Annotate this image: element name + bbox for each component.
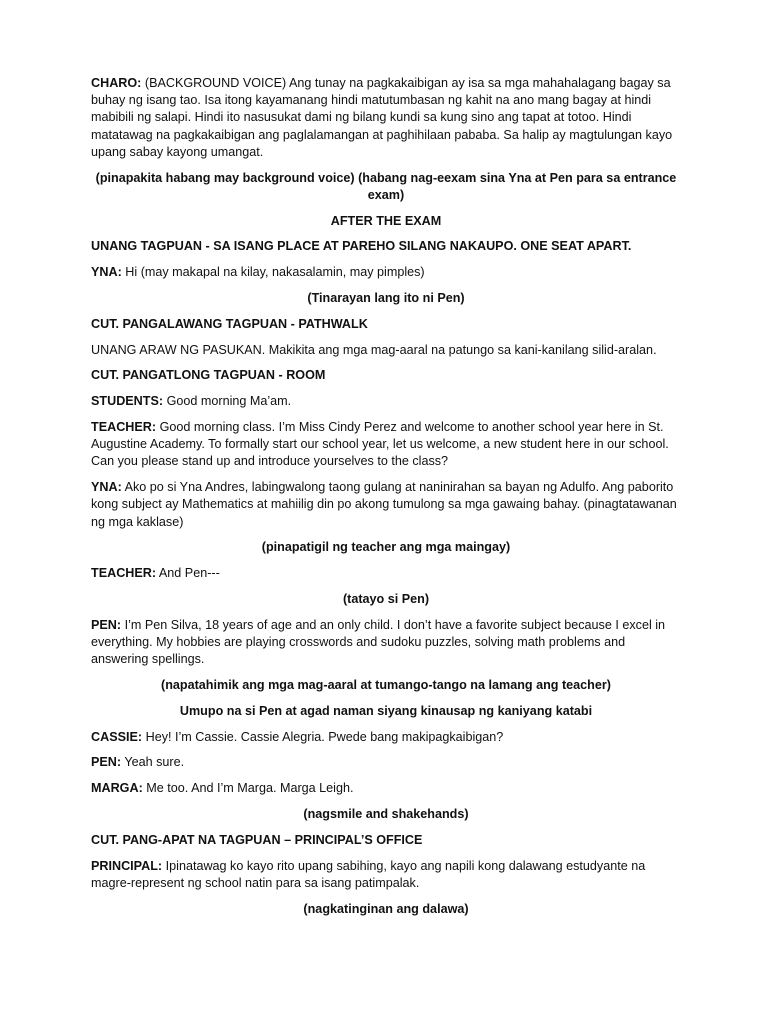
stage-direction: (nagkatinginan ang dalawa) xyxy=(303,901,469,916)
dialogue-text: Yeah sure. xyxy=(121,755,185,770)
dialogue-principal xyxy=(91,858,681,892)
dialogue-text: Good morning Ma’am. xyxy=(163,394,292,409)
dialogue-cassie xyxy=(91,729,681,746)
scene-heading: CUT. PANGATLONG TAGPUAN - ROOM xyxy=(91,368,326,383)
dialogue-yna xyxy=(91,479,681,531)
dialogue-text: Good morning class. I’m Miss Cindy Perez and welcome to another school year here in St. Augustine Academy. To formally start our school year, let us welcome, a new student here in our school. Can you please stand up and introduce yourselves to the class? xyxy=(91,419,669,469)
dialogue-text: I’m Pen Silva, 18 years of age and an only child. I don’t have a favorite subject because I excel in everything. My hobbies are playing crosswords and sudoku puzzles, solving math problems and answering spellings. xyxy=(91,617,666,667)
dialogue-students xyxy=(91,393,681,410)
dialogue-yna xyxy=(91,264,681,281)
dialogue-teacher xyxy=(91,565,681,582)
stage-direction: (pinapatigil ng teacher ang mga maingay) xyxy=(261,540,511,555)
dialogue-text: Me too. And I’m Marga. Marga Leigh. xyxy=(142,781,354,796)
dialogue-teacher xyxy=(91,419,681,471)
dialogue-text: Ipinatawag ko kayo rito upang sabihing, kayo ang napili kong dalawang estudyante na magre-represent ng school natin para sa isang patimpalak. xyxy=(91,858,646,890)
dialogue-text: Hi (may makapal na kilay, nakasalamin, may pimples) xyxy=(121,265,425,280)
stage-direction: (pinapakita habang may background voice) (habang nag-eexam sina Yna at Pen para sa entrance exam) xyxy=(95,170,677,202)
speaker-label: CASSIE: xyxy=(91,729,143,744)
scene-heading: UNANG TAGPUAN - SA ISANG PLACE AT PAREHO SILANG NAKAUPO. ONE SEAT APART. xyxy=(91,239,632,254)
speaker-label: TEACHER: xyxy=(91,566,157,581)
stage-direction: (Tinarayan lang ito ni Pen) xyxy=(307,291,465,305)
dialogue-marga xyxy=(91,780,681,797)
dialogue-pen xyxy=(91,754,681,771)
dialogue-text: Hey! I’m Cassie. Cassie Alegria. Pwede bang makipagkaibigan? xyxy=(142,729,504,744)
stage-direction: (tatayo si Pen) xyxy=(342,591,430,606)
speaker-label: CHARO: xyxy=(91,76,142,90)
dialogue-text: And Pen--- xyxy=(156,566,220,581)
scene-heading: CUT. PANG-APAT NA TAGPUAN – PRINCIPAL’S OFFICE xyxy=(91,832,423,847)
stage-direction: (nagsmile and shakehands) xyxy=(303,806,469,821)
dialogue-text: Ako po si Yna Andres, labingwalong taong gulang at naninirahan sa bayan ng Adulfo. Ang paborito kong subject ay Mathematics at mahiilig din po akong tumulong sa mga gawaing bahay. (pinagtatawanan ng mga kaklase) xyxy=(91,480,677,529)
stage-direction: AFTER THE EXAM xyxy=(330,213,442,228)
dialogue-charo xyxy=(91,75,681,161)
speaker-label: PEN: xyxy=(91,755,122,770)
dialogue-pen xyxy=(91,617,681,669)
script-page xyxy=(91,75,681,926)
speaker-label: MARGA: xyxy=(91,781,143,796)
scene-heading: CUT. PANGALAWANG TAGPUAN - PATHWALK xyxy=(91,316,368,331)
speaker-label: YNA: xyxy=(91,480,122,495)
speaker-label: PRINCIPAL: xyxy=(91,858,163,873)
stage-direction: (napatahimik ang mga mag-aaral at tumango-tango na lamang ang teacher) xyxy=(161,677,611,692)
speaker-label: YNA: xyxy=(91,265,122,280)
stage-direction: Umupo na si Pen at agad naman siyang kinausap ng kaniyang katabi xyxy=(179,703,593,718)
dialogue-text: (BACKGROUND VOICE) Ang tunay na pagkakaibigan ay isa sa mga mahahalagang bagay sa buhay ng isang tao. Isa itong kayamanang hindi matutumbasan ng kahit na ano mang bagay at hindi mabibili ng salapi. Hindi ito nasusukat dami ng bilang kundi sa kung sino ang tapat at totoo. Hindi matatawag na pagkakaibigan ang paglalamangan at paghihilaan pababa. Sa halip ay magtulungan kayo upang sabay kayong umangat. xyxy=(91,76,673,159)
speaker-label: STUDENTS: xyxy=(91,394,164,409)
narration: UNANG ARAW NG PASUKAN. Makikita ang mga mag-aaral na patungo sa kani-kanilang silid-aralan. xyxy=(91,342,657,357)
speaker-label: TEACHER: xyxy=(91,419,157,434)
speaker-label: PEN: xyxy=(91,617,122,632)
